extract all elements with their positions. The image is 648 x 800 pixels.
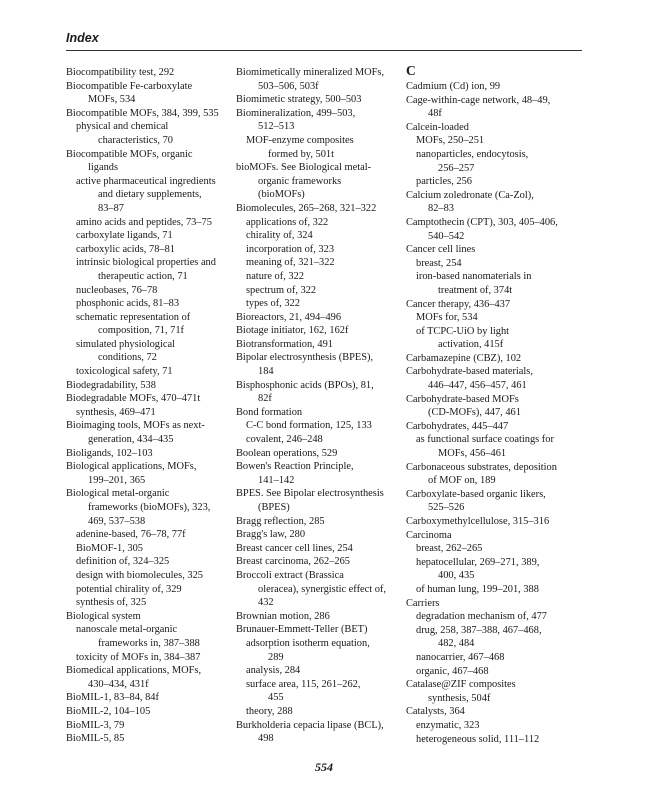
index-subentry: chirality of, 324 [246,230,313,242]
index-entry: Bowen's Reaction Principle, [236,461,354,473]
index-subentry: MOFs for, 534 [416,312,478,324]
index-entry: Biodegradability, 538 [66,379,156,391]
index-entry: BioMIL-5, 85 [66,733,125,745]
index-entry: Cancer cell lines [406,244,476,256]
index-subentry: MOFs, 250–251 [416,135,485,147]
index-subentry: phosphonic acids, 81–83 [76,298,180,310]
index-entry: Brownian motion, 286 [236,610,330,622]
index-subentry: synthesis, 469–471 [76,406,156,418]
index-subentry: physical and chemical [76,121,169,133]
index-entry-continuation: 446–447, 456–457, 461 [428,380,527,392]
index-subentry: intrinsic biological properties and [76,257,216,269]
index-entry-continuation: conditions, 72 [98,352,157,364]
index-subentry: breast, 254 [416,257,462,269]
index-subentry: applications of, 322 [246,216,329,228]
index-entry: Carriers [406,597,440,609]
index-subentry: adenine-based, 76–78, 77f [76,529,186,541]
section-letter: C [406,63,416,78]
index-subentry: nanocarrier, 467–468 [416,651,505,663]
index-entry-continuation: generation, 434–435 [88,434,174,446]
index-entry: Carbohydrate-based MOFs [406,393,519,405]
index-entry-continuation: 512–513 [258,121,295,133]
index-entry-continuation: frameworks in, 387–388 [98,637,200,649]
index-entry: Bisphosphonic acids (BPOs), 81, [236,379,374,391]
index-entry-continuation: 199–201, 365 [88,474,146,486]
index-subentry: heterogeneous solid, 111–112 [416,733,540,745]
index-entry: Carcinoma [406,529,452,541]
index-entry: Camptothecin (CPT), 303, 405–406, [406,216,558,228]
index-subentry: BioMOF-1, 305 [76,542,143,554]
index-entry-continuation: activation, 415f [438,339,504,351]
index-subentry: drug, 258, 387–388, 467–468, [416,624,542,636]
index-subentry: potential chirality of, 329 [76,583,182,595]
index-entry: Bragg's law, 280 [236,529,306,541]
index-entry-continuation: 83–87 [98,202,124,214]
index-entry: Biomimetic strategy, 500–503 [236,94,362,106]
index-entry-continuation: therapeutic action, 71 [98,270,188,282]
index-subentry: definition of, 324–325 [76,556,170,568]
index-entry-continuation: 430–434, 431f [88,678,149,690]
index-entry-continuation: 141–142 [258,474,295,486]
index-entry: BioMIL-2, 104–105 [66,705,151,717]
index-entry-continuation: 525–526 [428,502,465,514]
index-entry: Biomimetically mineralized MOFs, [236,67,385,78]
index-entry: Carbamazepine (CBZ), 102 [406,352,522,364]
index-entry: Biological system [66,610,141,622]
index-subentry: as functional surface coatings for [416,434,554,446]
index-entry-continuation: 469, 537–538 [88,515,146,527]
index-entry-continuation: synthesis, 504f [428,692,491,704]
index-subentry: iron-based nanomaterials in [416,271,532,283]
index-entry: BioMIL-1, 83–84, 84f [66,692,159,704]
index-entry: Biotage initiator, 162, 162f [236,325,349,337]
index-entry: Biomineralization, 499–503, [236,107,356,119]
index-entry-continuation: 503–506, 503f [258,80,319,92]
index-subentry: spectrum of, 322 [246,284,317,296]
index-entry: Bioreactors, 21, 494–496 [236,311,342,323]
index-subentry: incorporation of, 323 [246,243,335,255]
index-entry-continuation: (bioMOFs) [258,189,305,201]
index-entry: Bond formation [236,406,303,418]
index-entry: Broccoli extract (Brassica [236,569,344,581]
index-subentry: carboxylate ligands, 71 [76,230,173,242]
index-entry: Biomolecules, 265–268, 321–322 [236,202,377,214]
index-entry-continuation: composition, 71, 71f [98,325,185,337]
index-subentry: design with biomolecules, 325 [76,569,203,581]
index-entry: Biocompatibility test, 292 [66,67,175,78]
index-entry: Bipolar electrosynthesis (BPES), [236,352,374,364]
index-entry: Bioimaging tools, MOFs as next- [66,420,205,432]
index-entry: Carbonaceous substrates, deposition [406,461,557,473]
index-entry: Cancer therapy, 436–437 [406,298,511,310]
index-subentry: carboxylic acids, 78–81 [76,243,175,255]
index-entry-continuation: 289 [268,651,284,663]
index-entry: Biomedical applications, MOFs, [66,665,202,677]
index-entry-continuation: 184 [258,366,274,378]
index-subentry: meaning of, 321–322 [246,257,335,269]
index-entry: Carboxymethylcellulose, 315–316 [406,516,550,527]
index-entry-continuation: 256–257 [438,162,475,174]
index-entry: Brunauer-Emmett-Teller (BET) [236,624,368,636]
index-subentry: organic, 467–468 [416,665,489,677]
index-entry-continuation: 482, 484 [438,638,475,650]
index-entry: Biotransformation, 491 [236,338,333,350]
index-subentry: degradation mechanism of, 477 [416,611,547,623]
index-subentry: analysis, 284 [246,665,301,677]
index-subentry: toxicity of MOFs in, 384–387 [76,651,201,663]
index-entry: Breast cancer cell lines, 254 [236,542,353,554]
index-entry: Biological applications, MOFs, [66,461,197,473]
header-rule [66,50,582,51]
index-entry-continuation: 82f [258,393,272,405]
index-entry: Biocompatible Fe-carboxylate [66,80,193,92]
index-subentry: of TCPC-UiO by light [416,325,510,337]
index-subentry: enzymatic, 323 [416,719,480,731]
index-column-1 [66,66,226,746]
index-subentry: adsorption isotherm equation, [246,637,370,649]
index-entry: Carboxylate-based organic likers, [406,488,546,500]
index-entry: Biological metal-organic [66,488,170,500]
index-subentry: nanoscale metal-organic [76,624,178,636]
index-subentry: nature of, 322 [246,270,304,282]
index-entry-continuation: frameworks (bioMOFs), 323, [88,502,211,513]
index-entry-continuation: ligands [88,162,119,174]
index-entry: Boolean operations, 529 [236,447,338,459]
index-entry: Biocompatible MOFs, organic [66,148,193,160]
index-entry: Biodegradable MOFs, 470–471t [66,393,201,405]
index-entry-continuation: 82–83 [428,203,454,215]
index-column-3 [406,63,582,746]
index-entry: Bioligands, 102–103 [66,447,153,459]
index-subentry: covalent, 246–248 [246,434,323,446]
index-entry: Biocompatible MOFs, 384, 399, 535 [66,107,219,119]
index-entry-continuation: MOFs, 534 [88,94,136,106]
index-entry: BPES. See Bipolar electrosynthesis [236,488,384,500]
index-subentry: C-C bond formation, 125, 133 [246,420,372,432]
index-entry-continuation: (BPES) [258,502,290,513]
index-entry-continuation: 455 [268,692,284,704]
index-entry: Calcium zoledronate (Ca-Zol), [406,189,534,201]
index-entry-continuation: 48f [428,108,442,120]
index-entry-continuation: 498 [258,733,274,745]
index-entry: Catalysts, 364 [406,706,465,718]
index-entry: Breast carcinoma, 262–265 [236,556,350,568]
index-entry: Carbohydrate-based materials, [406,366,533,378]
index-subentry: schematic representation of [76,311,191,323]
index-subentry: theory, 288 [246,705,293,717]
index-entry-continuation: characteristics, 70 [98,134,174,146]
index-entry: Cadmium (Cd) ion, 99 [406,81,501,92]
index-entry: Carbohydrates, 445–447 [406,420,509,432]
index-entry-continuation: treatment of, 374t [438,284,513,296]
index-entry-continuation: formed by, 501t [268,148,334,160]
index-entry: Burkholderia cepacia lipase (BCL), [236,719,384,731]
index-entry-continuation: 432 [258,597,274,609]
index-entry-continuation: oleracea), synergistic effect of, [258,583,386,595]
index-subentry: amino acids and peptides, 73–75 [76,216,212,228]
index-entry-continuation: MOFs, 456–461 [438,448,507,460]
index-subentry: simulated physiological [76,338,175,350]
index-subentry: breast, 262–265 [416,543,483,555]
index-entry-continuation: of MOF on, 189 [428,475,496,487]
index-subentry: particles, 256 [416,176,472,188]
index-entry-continuation: (CD-MOFs), 447, 461 [428,407,521,419]
index-column-2 [236,66,396,746]
index-entry: Catalase@ZIF composites [406,679,516,691]
index-subentry: toxicological safety, 71 [76,366,173,378]
index-entry: Cage-within-cage network, 48–49, [406,94,551,106]
index-subentry: active pharmaceutical ingredients [76,175,216,187]
running-header: Index [66,31,99,45]
index-entry: Bragg reflection, 285 [236,515,325,527]
index-subentry: hepatocellular, 269–271, 389, [416,556,540,568]
index-entry-continuation: and dietary supplements, [98,189,202,201]
index-subentry: of human lung, 199–201, 388 [416,583,539,595]
index-subentry: synthesis of, 325 [76,597,147,609]
index-subentry: surface area, 115, 261–262, [246,678,361,690]
index-entry-continuation: 400, 435 [438,570,475,582]
index-subentry: nanoparticles, endocytosis, [416,148,529,160]
index-entry-continuation: 540–542 [428,230,465,242]
index-entry: BioMIL-3, 79 [66,719,125,731]
index-entry: Calcein-loaded [406,121,469,133]
index-entry: bioMOFs. See Biological metal- [236,162,372,174]
index-subentry: MOF-enzyme composites [246,134,354,146]
index-subentry: nucleobases, 76–78 [76,284,158,296]
index-entry-continuation: organic frameworks [258,175,342,187]
index-subentry: types of, 322 [246,298,300,310]
page-number: 554 [315,760,333,774]
